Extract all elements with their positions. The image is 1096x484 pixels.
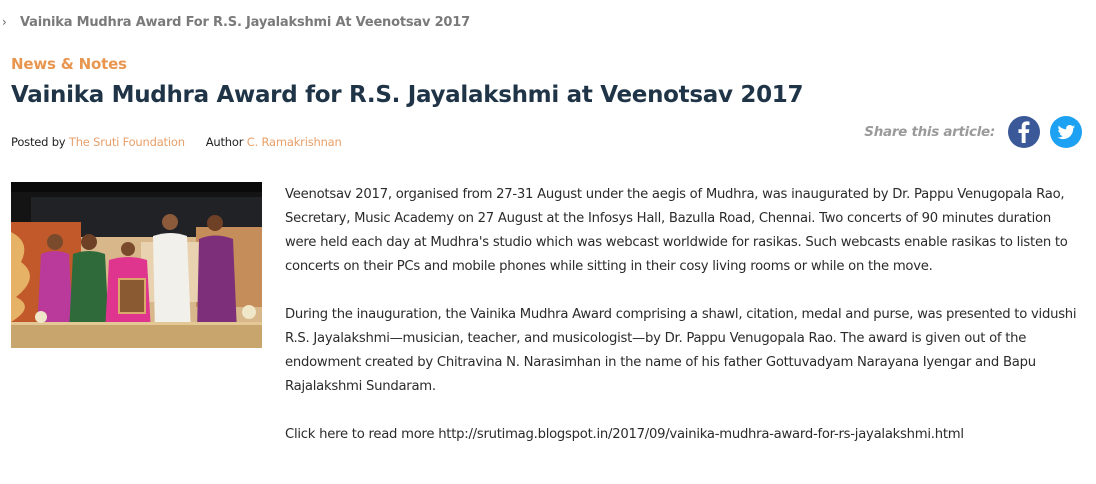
read-more [285,423,1085,447]
breadcrumb-separator-icon: › [2,15,7,29]
posted-by-link[interactable]: The Sruti Foundation [68,135,185,149]
twitter-icon [1050,116,1082,148]
author-label: Author [205,135,244,149]
award-ceremony-image [11,182,262,348]
breadcrumb [0,13,470,31]
twitter-share-button[interactable] [1050,116,1082,148]
author-link[interactable]: C. Ramakrishnan [246,135,342,149]
read-more-link[interactable]: http://srutimag.blogspot.in/2017/09/vainika-mudhra-award-for-rs-jayalakshmi.html [438,427,964,442]
category-label[interactable]: News & Notes [11,55,127,73]
read-more-label: Click here to read more [285,427,439,442]
article-paragraph: During the inauguration, the Vainika Mudhra Award comprising a shawl, citation, medal and purse, was presented to vidushi R.S. Jayalakshmi—musician, teacher, and musicologist—by Dr. Pappu Venugopala Rao. The award is given out of the endowment created by Chitravina N. Narasimhan in the name of his father Gottuvadyam Narayana Iyengar and Bapu Rajalakshmi Sundaram. [285,307,1077,394]
facebook-share-button[interactable] [1008,116,1040,148]
breadcrumb-current: Vainika Mudhra Award For R.S. Jayalakshmi At Veenotsav 2017 [20,14,470,30]
posted-by-label: Posted by [11,135,66,149]
article-body [285,183,1085,471]
share-bar [864,116,1082,148]
article-photo [11,182,262,348]
article-paragraph: Veenotsav 2017, organised from 27-31 August under the aegis of Mudhra, was inaugurated by Dr. Pappu Venugopala Rao, Secretary, Music Academy on 27 August at the Infosys Hall, Bazulla Road, Chennai. Two concerts of 90 minutes duration were held each day at Mudhra's studio which was webcast worldwide for rasikas. Such webcasts enable rasikas to listen to concerts on their PCs and mobile phones while sitting in their cosy living rooms or while on the move. [285,187,1068,274]
article-meta [11,135,342,149]
facebook-icon [1008,116,1040,148]
page-title: Vainika Mudhra Award for R.S. Jayalakshmi at Veenotsav 2017 [11,82,804,108]
share-label: Share this article: [864,124,995,140]
